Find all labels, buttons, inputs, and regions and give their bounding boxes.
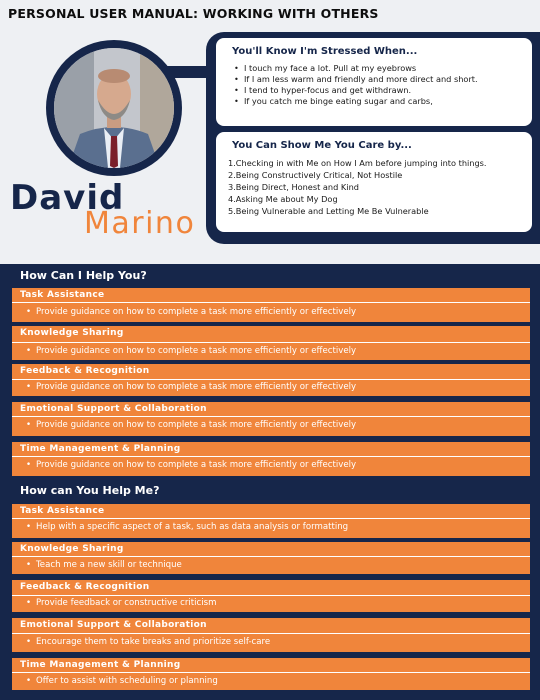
- help-you-row-emotional-support: [12, 402, 530, 436]
- row-title: Time Management & Planning: [20, 660, 181, 670]
- row-title: Knowledge Sharing: [20, 328, 124, 338]
- page-title: PERSONAL USER MANUAL: WORKING WITH OTHERS: [8, 6, 379, 21]
- row-title: Knowledge Sharing: [20, 544, 124, 554]
- row-divider: [12, 556, 530, 557]
- help-me-heading: How can You Help Me?: [20, 484, 160, 497]
- avatar: [54, 48, 174, 168]
- help-you-row-time-management: [12, 442, 530, 476]
- row-divider: [12, 302, 530, 303]
- row-divider: [12, 633, 530, 634]
- avatar-photo: [54, 48, 174, 168]
- care-item: 4.Asking Me about My Dog: [228, 194, 338, 204]
- row-item: • Offer to assist with scheduling or planning: [36, 676, 218, 686]
- first-name: David: [10, 178, 125, 218]
- care-item: 3.Being Direct, Honest and Kind: [228, 182, 359, 192]
- row-item: • Provide guidance on how to complete a task more efficiently or effectively: [36, 382, 356, 392]
- stressed-item: • If I am less warm and friendly and more direct and short.: [234, 74, 520, 85]
- stressed-item: • If you catch me binge eating sugar and carbs,: [234, 96, 520, 107]
- row-title: Time Management & Planning: [20, 444, 181, 454]
- care-item: 1.Checking in with Me on How I Am before jumping into things.: [228, 158, 487, 168]
- row-title: Feedback & Recognition: [20, 366, 150, 376]
- help-you-row-task-assistance: [12, 288, 530, 322]
- row-item: • Teach me a new skill or technique: [36, 560, 182, 570]
- row-divider: [12, 518, 530, 519]
- row-divider: [12, 456, 530, 457]
- row-title: Task Assistance: [20, 506, 105, 516]
- row-title: Feedback & Recognition: [20, 582, 150, 592]
- help-me-row-time-management: [12, 658, 530, 690]
- help-me-row-feedback-recognition: [12, 580, 530, 612]
- row-item: • Provide guidance on how to complete a task more efficiently or effectively: [36, 460, 356, 470]
- stressed-item: • I touch my face a lot. Pull at my eyebrows: [234, 63, 520, 74]
- row-item: • Encourage them to take breaks and prioritize self-care: [36, 637, 270, 647]
- care-list: [228, 157, 520, 217]
- row-item: • Provide guidance on how to complete a task more efficiently or effectively: [36, 307, 356, 317]
- care-card: [216, 132, 532, 232]
- row-item: • Help with a specific aspect of a task, such as data analysis or formatting: [36, 522, 348, 532]
- row-item: • Provide feedback or constructive criticism: [36, 598, 217, 608]
- help-panel: [0, 264, 540, 700]
- stressed-card: [216, 38, 532, 126]
- last-name: Marino: [84, 206, 196, 241]
- row-divider: [12, 342, 530, 343]
- help-you-row-knowledge-sharing: [12, 326, 530, 360]
- help-you-row-feedback-recognition: [12, 364, 530, 396]
- row-title: Emotional Support & Collaboration: [20, 620, 207, 630]
- help-you-heading: How Can I Help You?: [20, 269, 147, 282]
- care-card-title: You Can Show Me You Care by...: [232, 140, 412, 151]
- row-title: Task Assistance: [20, 290, 105, 300]
- stressed-card-title: You'll Know I'm Stressed When...: [232, 46, 418, 57]
- help-me-row-task-assistance: [12, 504, 530, 538]
- stressed-list: [228, 63, 520, 107]
- stressed-item: • I tend to hyper-focus and get withdrawn.: [234, 85, 520, 96]
- care-item: 5.Being Vulnerable and Letting Me Be Vulnerable: [228, 206, 429, 216]
- care-item: 2.Being Constructively Critical, Not Hostile: [228, 170, 403, 180]
- row-divider: [12, 672, 530, 673]
- row-title: Emotional Support & Collaboration: [20, 404, 207, 414]
- help-me-row-emotional-support: [12, 618, 530, 652]
- help-me-row-knowledge-sharing: [12, 542, 530, 574]
- row-item: • Provide guidance on how to complete a task more efficiently or effectively: [36, 420, 356, 430]
- row-divider: [12, 416, 530, 417]
- row-item: • Provide guidance on how to complete a task more efficiently or effectively: [36, 346, 356, 356]
- row-divider: [12, 379, 530, 380]
- row-divider: [12, 595, 530, 596]
